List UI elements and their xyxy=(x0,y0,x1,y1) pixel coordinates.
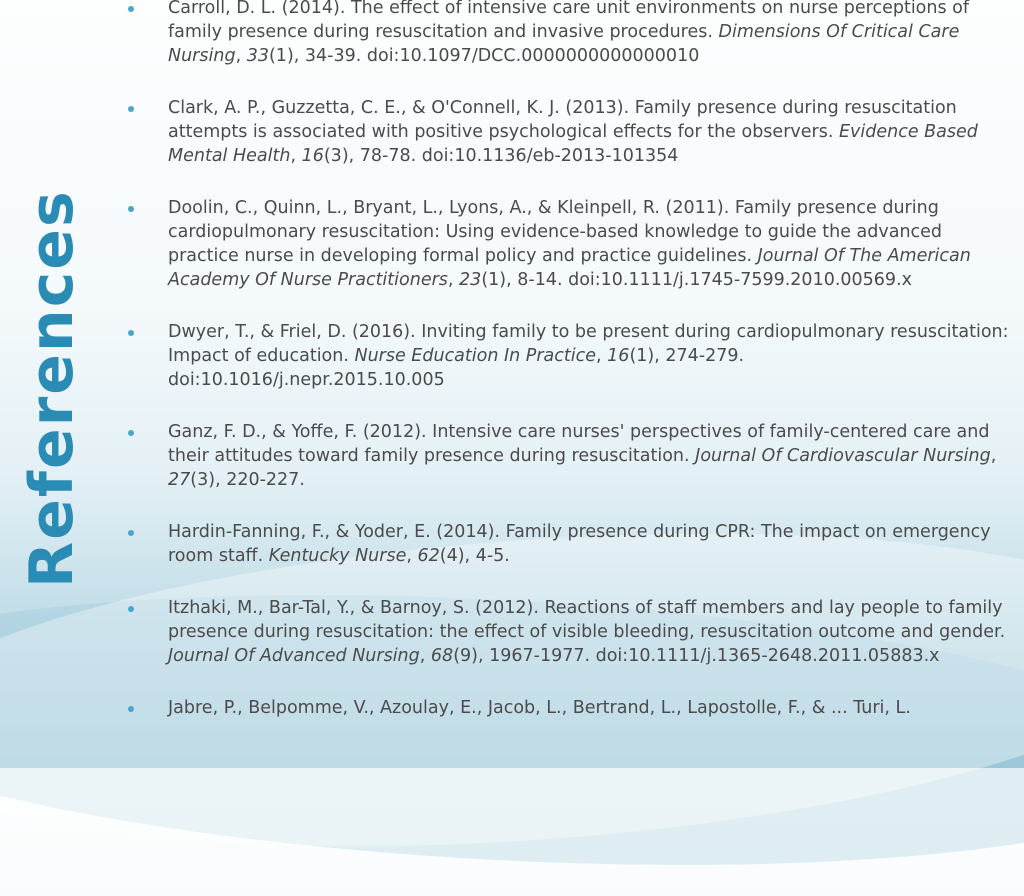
bullet-icon xyxy=(128,6,134,12)
reference-journal: Evidence Based Mental Health xyxy=(168,122,978,166)
reference-pages-doi: (3), 78-78. doi:10.1136/eb-2013-101354 xyxy=(323,146,679,166)
reference-journal: Journal Of The American Academy Of Nurse Practitioners xyxy=(168,246,971,290)
reference-journal: Journal Of Cardiovascular Nursing xyxy=(695,446,991,466)
reference-separator: , xyxy=(406,546,418,566)
reference-volume: 16 xyxy=(607,346,630,366)
bullet-icon xyxy=(128,206,134,212)
bullet-icon xyxy=(128,530,134,536)
reference-volume: 62 xyxy=(417,546,440,566)
reference-volume: 33 xyxy=(246,46,269,66)
reference-item xyxy=(128,420,1018,492)
reference-separator: , xyxy=(235,46,247,66)
reference-separator: , xyxy=(596,346,608,366)
reference-item xyxy=(128,196,1018,292)
reference-item xyxy=(128,96,1018,168)
reference-pages-doi: (4), 4-5. xyxy=(439,546,510,566)
reference-pages-doi: (3), 220-227. xyxy=(190,470,305,490)
reference-journal: Kentucky Nurse xyxy=(268,546,407,566)
reference-pages-doi: (9), 1967-1977. doi:10.1111/j.1365-2648.2011.05883.x xyxy=(453,646,940,666)
reference-volume: 27 xyxy=(168,470,191,490)
reference-item xyxy=(128,696,1018,720)
reference-citation: Hardin-Fanning, F., & Yoder, E. (2014). Family presence during CPR: The impact on emergency room staff. xyxy=(168,522,991,566)
reference-citation: Itzhaki, M., Bar-Tal, Y., & Barnoy, S. (2012). Reactions of staff members and lay people to family presence during resuscitation: the effect of visible bleeding, resuscitation outcome and gender. xyxy=(168,598,1006,642)
reference-pages-doi: (1), 274-279. doi:10.1016/j.nepr.2015.10.005 xyxy=(168,346,745,390)
reference-citation: Jabre, P., Belpomme, V., Azoulay, E., Jacob, L., Bertrand, L., Lapostolle, F., & ... Turi, L. xyxy=(168,698,911,718)
reference-separator: , xyxy=(990,446,997,466)
reference-list xyxy=(128,0,1018,748)
reference-volume: 23 xyxy=(459,270,482,290)
reference-citation: Carroll, D. L. (2014). The effect of intensive care unit environments on nurse perceptions of family presence during resuscitation and invasive procedures. xyxy=(168,0,970,42)
reference-item xyxy=(128,520,1018,568)
reference-item xyxy=(128,320,1018,392)
reference-separator: , xyxy=(419,646,431,666)
reference-volume: 68 xyxy=(430,646,454,666)
reference-item xyxy=(128,596,1018,668)
reference-separator: , xyxy=(290,146,302,166)
bullet-icon xyxy=(128,106,134,112)
reference-pages-doi: (1), 8-14. doi:10.1111/j.1745-7599.2010.00569.x xyxy=(481,270,912,290)
bullet-icon xyxy=(128,706,134,712)
reference-citation: Clark, A. P., Guzzetta, C. E., & O'Connell, K. J. (2013). Family presence during resuscitation attempts is associated with positive psychological effects for the observers. xyxy=(168,98,957,142)
reference-citation: Doolin, C., Quinn, L., Bryant, L., Lyons, A., & Kleinpell, R. (2011). Family presence during cardiopulmonary resuscitation: Using evidence-based knowledge to guide the advanced practice nurse in developing formal policy and practice guidelines. xyxy=(168,198,943,266)
reference-volume: 16 xyxy=(301,146,324,166)
bullet-icon xyxy=(128,606,134,612)
reference-citation: Ganz, F. D., & Yoffe, F. (2012). Intensive care nurses' perspectives of family-centered care and their attitudes toward family presence during resuscitation. xyxy=(168,422,990,466)
reference-journal: Dimensions Of Critical Care Nursing xyxy=(168,22,960,66)
reference-journal: Journal Of Advanced Nursing xyxy=(168,646,420,666)
bullet-icon xyxy=(128,330,134,336)
reference-citation: Dwyer, T., & Friel, D. (2016). Inviting family to be present during cardiopulmonary resuscitation: Impact of education. xyxy=(168,322,1009,366)
slide-title: References xyxy=(17,189,87,588)
reference-journal: Nurse Education In Practice xyxy=(354,346,597,366)
reference-separator: , xyxy=(447,270,460,290)
reference-pages-doi: (1), 34-39. doi:10.1097/DCC.0000000000000010 xyxy=(268,46,700,66)
bullet-icon xyxy=(128,430,134,436)
reference-item xyxy=(128,0,1018,68)
